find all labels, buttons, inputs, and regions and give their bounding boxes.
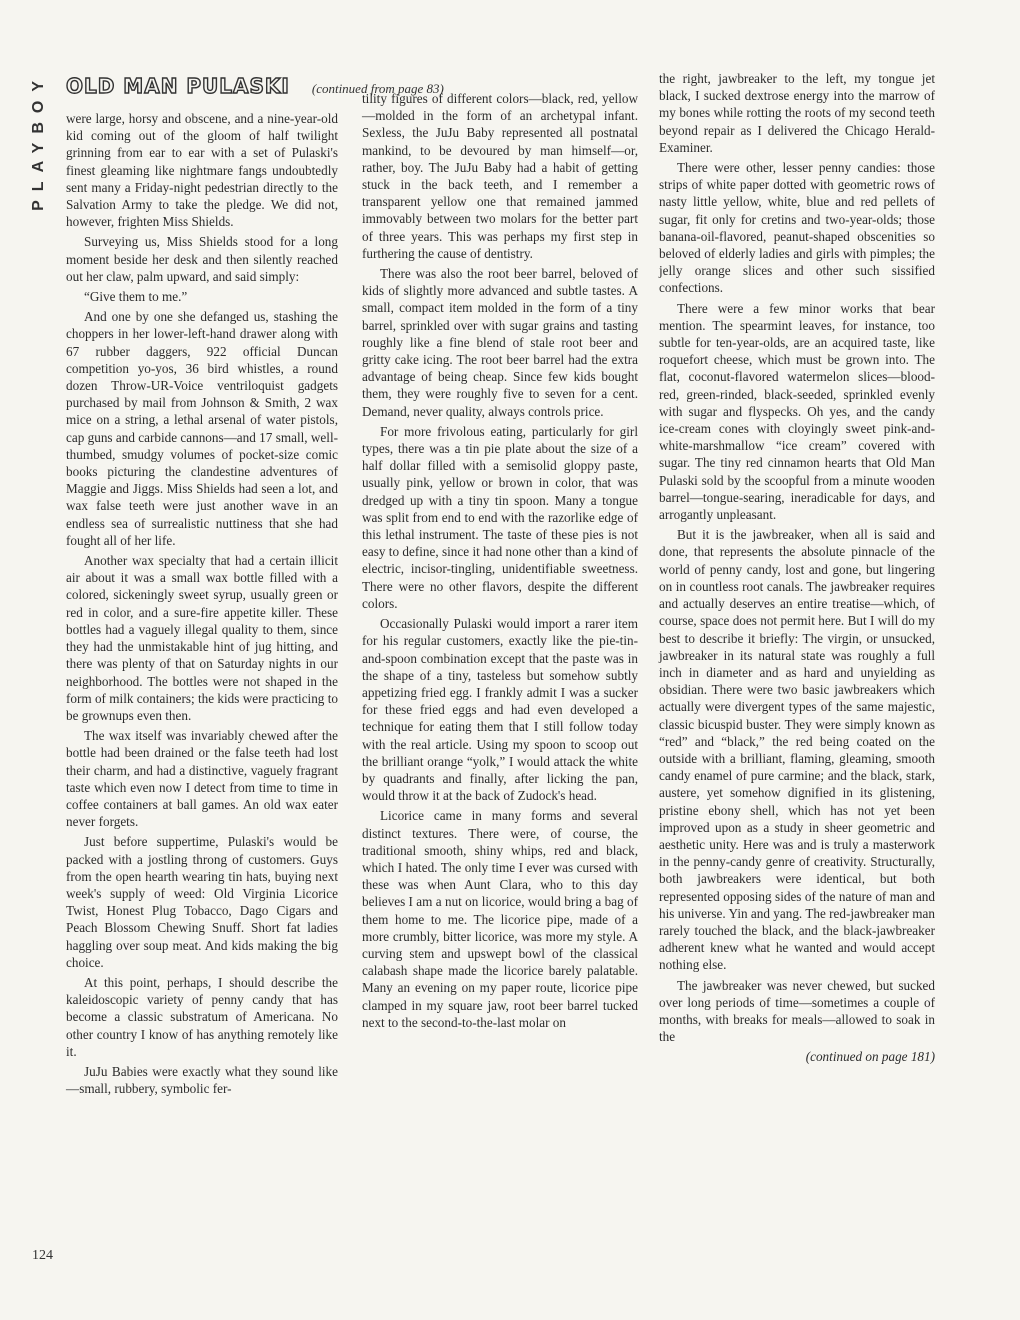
text-column-1: [66, 110, 338, 1100]
text-column-2: [362, 90, 638, 1034]
paragraph: Just before suppertime, Pulaski's would be packed with a jostling throng of customers. Guys from the open hearth wearing tin hats, buying next week's supply of weed: Old Virginia Licorice Twist, Honest Plug Tobacco, Dago Cigars and Peach Blossom Chewing Snuff. Short fat ladies haggling over soup meat. And kids making the big choice.: [66, 834, 338, 970]
paragraph: Occasionally Pulaski would import a rarer item for his regular customers, exactly like the pie-tin-and-spoon combination except that the paste was in the shape of a tiny, tasteless but somehow subtly appetizing fried egg. I frankly admit I was a sucker for these fried eggs and had even developed a technique for eating them that I still follow today with the real article. Using my spoon to scoop out the brilliant orange “yolk,” I would attack the white by quadrants and finally, after licking the pan, would throw it at the back of Zudock's head.: [362, 616, 638, 804]
paragraph: tility figures of different colors—black, red, yellow—molded in the form of an archetypal infant. Sexless, the JuJu Baby represented all postnatal mankind, to be devoured by man himself—or, rather, boy. The JuJu Baby had a habit of getting stuck in the back teeth, and I remember a transparent yellow one that remained jammed immovably between two molars for the better part of three years. This was perhaps my first step in furthering the cause of dentistry.: [362, 91, 638, 261]
paragraph: Another wax specialty that had a certain illicit air about it was a small wax bottle filled with a colored, sickeningly sweet syrup, usually green or red in color, and a sure-fire appetite killer. These bottles had a vaguely illegal quality to them, since they had the unmistakable hint of jug hitting, and there was plenty of that on Saturday nights in our neighborhood. The bottles were not shaped in the form of milk containers; the kids were practicing to be grownups even then.: [66, 553, 338, 723]
paragraph: For more frivolous eating, particularly for girl types, there was a tin pie plate about the size of a half dollar filled with a semisolid gloppy paste, usually pink, yellow or brown in color, that was dredged up with a tiny tin spoon. Many a tongue was split from end to end with the razorlike edge of this lethal instrument. The taste of these pies is not easy to define, since it had none other than a kind of electric, incisor-tingling, unidentifiable sweetness. There were no other flavors, despite the different colors.: [362, 423, 638, 611]
paragraph: the right, jawbreaker to the left, my tongue jet black, I sucked dextrose energy into the marrow of my bones while rotting the roots of my second teeth beyond repair as I delivered the Chicago Herald-Examiner.: [659, 71, 935, 155]
continued-from-note: (continued from page 83): [311, 81, 444, 96]
paragraph: There was also the root beer barrel, beloved of kids of slightly more advanced and subtle tastes. A small, compact item molded in the form of a tiny barrel, sprinkled over with sugar grains and tasting roughly like a fine blend of stale root beer and gritty cake icing. The root beer barrel had the extra advantage of being cheap. Since few kids bought them, they were roughly five to seven for a cent. Demand, never quality, always controls price.: [362, 266, 638, 419]
page-number: 124: [32, 1248, 53, 1263]
paragraph: At this point, perhaps, I should describe the kaleidoscopic variety of penny candy that has become a classic substratum of Americana. No other country I know of has anything remotely like it.: [66, 974, 338, 1059]
paragraph: “Give them to me.”: [84, 289, 188, 305]
paragraph: The jawbreaker was never chewed, but sucked over long periods of time—sometimes a couple of months, with breaks for meals—allowed to soak in the: [659, 977, 935, 1045]
paragraph: JuJu Babies were exactly what they sound like—small, rubbery, symbolic fer-: [66, 1063, 338, 1097]
text-column-3: [659, 70, 935, 1066]
paragraph: Surveying us, Miss Shields stood for a long moment beside her desk and then silently reached out her claw, palm upward, and said simply:: [66, 234, 338, 284]
article-title: OLD MAN PULASKI: [66, 74, 290, 98]
paragraph: There were a few minor works that bear mention. The spearmint leaves, for instance, too subtle for ten-year-olds, are an acquired taste, like roquefort cheese, which must be grown into. The flat, coconut-flavored watermelon slices—blood-red, green-rinded, black-seeded, sprinkled evenly with sugar and flyspecks. Oh yes, and the candy ice-cream cones with cloyingly sweet pink-and-white-marshmallow “ice cream” covered with sugar. The tiny red cinnamon hearts that Old Man Pulaski sold by the scoopful from a minute wooden barrel—tongue-searing, ineradicable for days, and arrogantly unpleasant.: [659, 300, 935, 523]
paragraph: The wax itself was invariably chewed after the bottle had been drained or the false teeth had lost their charm, and had a distinctive, vaguely fragrant taste which even now I detect from time to time in coffee containers at ball games. An old wax eater never forgets.: [66, 728, 338, 830]
paragraph: were large, horsy and obscene, and a nine-year-old kid coming out of the gloom of half twilight grinning from ear to ear with a set of Pulaski's finest gleaming like nightmare fangs undoubtedly sent many a Friday-night pedestrian directly to the Salvation Army to take the pledge. We did not, however, frighten Miss Shields.: [66, 111, 338, 230]
paragraph: Licorice came in many forms and several distinct textures. There were, of course, the traditional smooth, shiny whips, red and black, which I hated. The only time I ever was cursed with these was when Aunt Clara, who to this day believes I am a nut on licorice, would bring a bag of them home to me. The licorice pipe, made of a more crumbly, bitter licorice, was more my style. A curving stem and upswept bowl of the classical calabash shape made the licorice barely palatable. Many an evening on my paper route, licorice pipe clamped in my square jaw, root beer barrel tucked next to the second-to-the-last molar on: [362, 808, 638, 1030]
magazine-name: PLAYBOY: [30, 72, 47, 211]
continued-on-note: (continued on page 181): [805, 1049, 935, 1065]
paragraph: But it is the jawbreaker, when all is said and done, that represents the absolute pinnacle of the world of penny candy, lost and gone, but lingering on in countless root canals. The jawbreaker requires and actually deserves an entire treatise—which, of course, space does not permit here. But I will do my best to describe it briefly: The virgin, or unsucked, jawbreaker in its natural state was roughly a full inch in diameter and as hard and unyielding as obsidian. There were two basic jawbreakers which actually were divergent types of the same majestic, classic bicuspid buster. They were simply known as “red” and “black,” the red being coated on the outside with a brilliant, flaming, gleaming, smooth candy enamel of pure carmine; and the black, stark, austere, yet somehow dignified in its glistening, pristine ebony shell, which has not yet been improved upon as a study in sheer geometric and aesthetic unity. Here was and is truly a masterwork in the penny-candy genre of creativity. Structurally, both jawbreakers were identical, but both represented opposing sides of the nature of man and his universe. Yin and yang. The red-jawbreaker man rarely touched the black, and the black-jawbreaker adherent knew what he wanted and would accept nothing else.: [659, 527, 935, 973]
paragraph: There were other, lesser penny candies: those strips of white paper dotted with geometric rows of nasty little yellow, white, blue and red pellets of sugar, fit only for cretins and two-year-olds; those banana-oil-flavored, peanut-shaped obscenities so beloved of elderly ladies and girls with pimples; the jelly orange slices and other such sissified confections.: [659, 160, 935, 296]
paragraph: And one by one she defanged us, stashing the choppers in her lower-left-hand drawer along with 67 rubber daggers, 922 official Duncan competition yo-yos, 36 bird whistles, a round dozen Throw-UR-Voice ventriloquist gadgets purchased by mail from Johnson & Smith, 2 wax mice on a string, a lethal arsenal of water pistols, cap guns and carbide cannons—and 17 small, well-thumbed, smudgy volumes of pocket-size comic books picturing the clandestine adventures of Maggie and Jiggs. Miss Shields had seen a lot, and wax false teeth were just another wave in an endless sea of surrealistic nuttiness that she had fought all of her life.: [66, 309, 338, 548]
